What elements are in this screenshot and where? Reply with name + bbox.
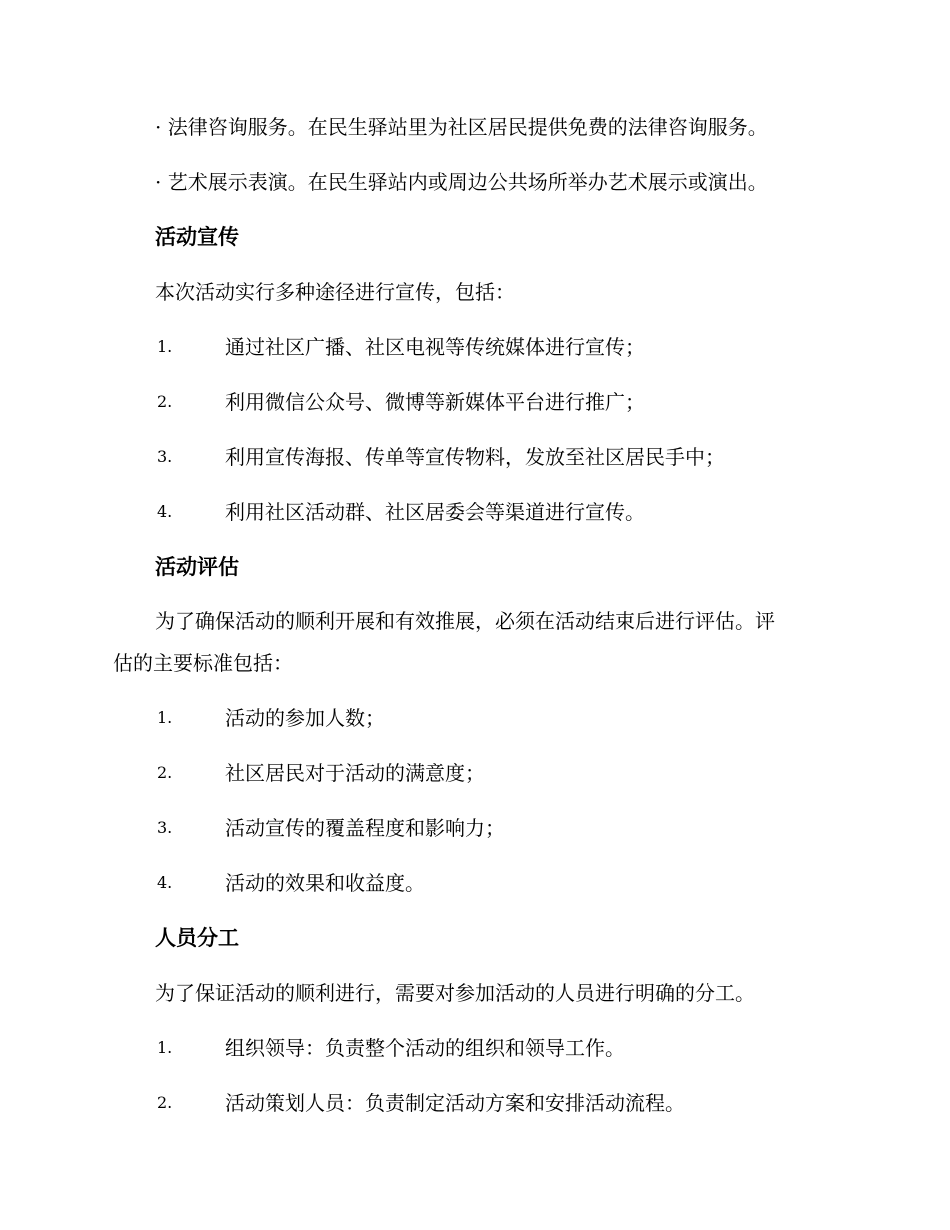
list-item-text: 社区居民对于活动的满意度； [225,761,485,785]
list-number: 3. [157,447,173,466]
list-number: 1. [157,337,173,356]
evaluation-intro-line2: 估的主要标准包括： [113,651,293,675]
section-heading-publicity: 活动宣传 [155,225,239,249]
bullet-art-performance: · 艺术展示表演。在民生驿站内或周边公共场所举办艺术展示或演出。 [155,170,768,194]
publicity-intro: 本次活动实行多种途径进行宣传，包括： [155,280,515,304]
list-number: 4. [157,873,173,892]
list-item-text: 活动的参加人数； [225,706,385,730]
evaluation-intro-line1: 为了确保活动的顺利开展和有效推展，必须在活动结束后进行评估。评 [155,609,775,633]
list-number: 3. [157,818,173,837]
list-item-text: 活动宣传的覆盖程度和影响力； [225,816,505,840]
list-item-text: 通过社区广播、社区电视等传统媒体进行宣传； [225,335,645,359]
list-number: 2. [157,1093,173,1112]
list-number: 1. [157,1038,173,1057]
list-item-text: 利用宣传海报、传单等宣传物料，发放至社区居民手中； [225,445,725,469]
list-item-text: 活动的效果和收益度。 [225,871,425,895]
list-number: 2. [157,763,173,782]
list-number: 4. [157,502,173,521]
list-item-text: 利用社区活动群、社区居委会等渠道进行宣传。 [225,500,645,524]
section-heading-staffing: 人员分工 [155,926,239,950]
list-number: 1. [157,708,173,727]
section-heading-evaluation: 活动评估 [155,555,239,579]
list-item-text: 利用微信公众号、微博等新媒体平台进行推广； [225,390,645,414]
bullet-legal-consulting: · 法律咨询服务。在民生驿站里为社区居民提供免费的法律咨询服务。 [155,115,768,139]
list-number: 2. [157,392,173,411]
list-item-text: 组织领导：负责整个活动的组织和领导工作。 [225,1036,625,1060]
staffing-intro: 为了保证活动的顺利进行，需要对参加活动的人员进行明确的分工。 [155,981,755,1005]
list-item-text: 活动策划人员：负责制定活动方案和安排活动流程。 [225,1091,685,1115]
